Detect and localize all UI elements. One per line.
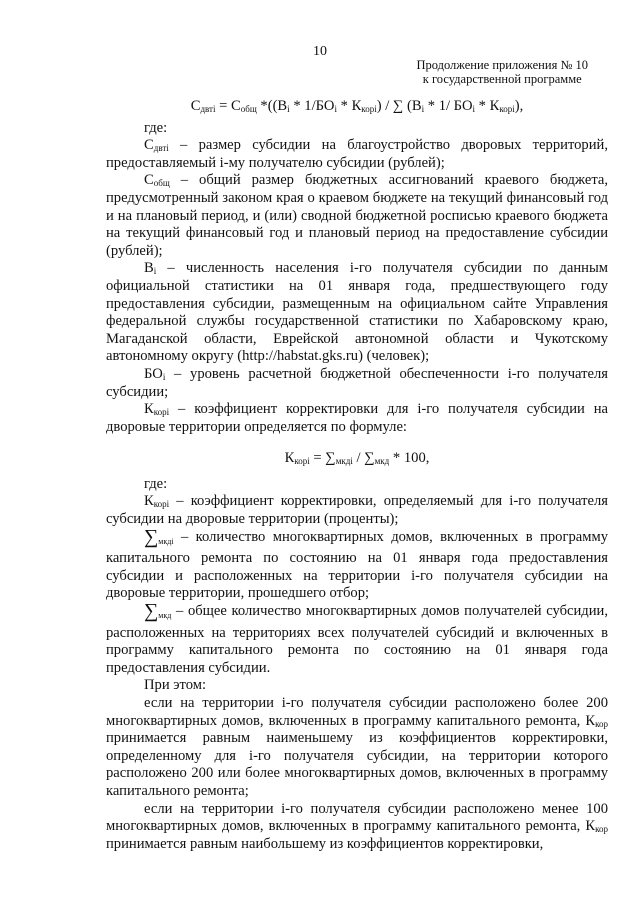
definition-k-kor: $К_{корi}$ – коэффициент корректировки, определяемый для i-го получателя субсидии на дворовые территории (проценты); — [106, 493, 608, 528]
definition-k: $К_{корi}$ – коэффициент корректировки для i-го получателя субсидии на дворовые территории определяется по формуле: — [106, 401, 608, 435]
definition-b: $В_i$ – численность населения i-го получателя субсидии по данным официальной статистики на 01 января года, предшествующего году предоставления субсидии, размещенным на официальном сайте Управления федеральной службы государственной статистики по Хабаровскому краю, Магаданской области, Еврейской автономной области и Чукотскому автономному округу (http://habstat.gks.ru) (человек); — [106, 260, 608, 365]
page-number: 10 — [313, 44, 327, 59]
definition-c-dvt: $С_{двтi}$ – размер субсидии на благоустройство дворовых территорий, предоставляемый i-му получателю субсидии (рублей); — [106, 137, 608, 171]
definition-sum-mkd: $\sum_{мкд}$ – общее количество многоквартирных домов получателей субсидии, расположенных на территориях всех получателей субсидий и включенных в программу капитального ремонта по состоянию на 01 января года предоставления субсидии. — [106, 600, 608, 676]
condition-more-200: если на территории i-го получателя субсидии расположено более 200 многоквартирных домов, включенных в программу капитального ремонта, $К_{кор}$ принимается равным наименьшему из коэффициентов корректировки, определенному для i-го получателя субсидии, на территории которого расположено 200 или более многоквартирных домов, включенных в программу капитального ремонта; — [106, 695, 608, 799]
condition-less-100: если на территории i-го получателя субсидии расположено менее 100 многоквартирных домов, включенных в программу капитального ремонта, $К_{кор}$ принимается равным наибольшему из коэффициентов корректировки, — [106, 800, 608, 852]
where-label-1: где: — [144, 119, 168, 136]
appendix-line-2: к государственной программе — [422, 72, 582, 86]
where-label-2: где: — [144, 475, 168, 492]
appendix-line-1: Продолжение приложения № 10 — [416, 58, 588, 72]
definition-sum-mkdi: $\sum_{мкдi}$ – количество многоквартирных домов, включенных в программу капитального ремонта по состоянию на 01 января года предоставления субсидии и расположенных на территории i-го получателя субсидии на дворовые территории, прошедшего отбор; — [106, 525, 608, 602]
definition-bo: $БО_i$ – уровень расчетной бюджетной обеспеченности i-го получателя субсидии; — [106, 365, 608, 400]
definition-c-obsh: $С_{общ}$ – общий размер бюджетных ассигнований краевого бюджета, предусмотренный законом края о краевом бюджете на текущий финансовый год и на плановый период, и (или) сводной бюджетной росписью краевого бюджета на текущий финансовый год и плановый период на предоставление субсидии (рублей); — [106, 172, 608, 259]
formula-coefficient: $К_{корi} = \sum_{мкдi} / \sum_{мкд} * 100$, — [284, 450, 430, 467]
pri-etom-label: При этом: — [144, 677, 207, 694]
formula-subsidy: $С_{двтi} = С_{общ}$ $*((В_i * 1/БО_i * К_{корi})$ / ∑ ($В_i * 1/$ $БО_i * К_{корi}$), — [190, 98, 524, 114]
appendix-heading — [416, 58, 588, 86]
document-body — [106, 92, 608, 853]
